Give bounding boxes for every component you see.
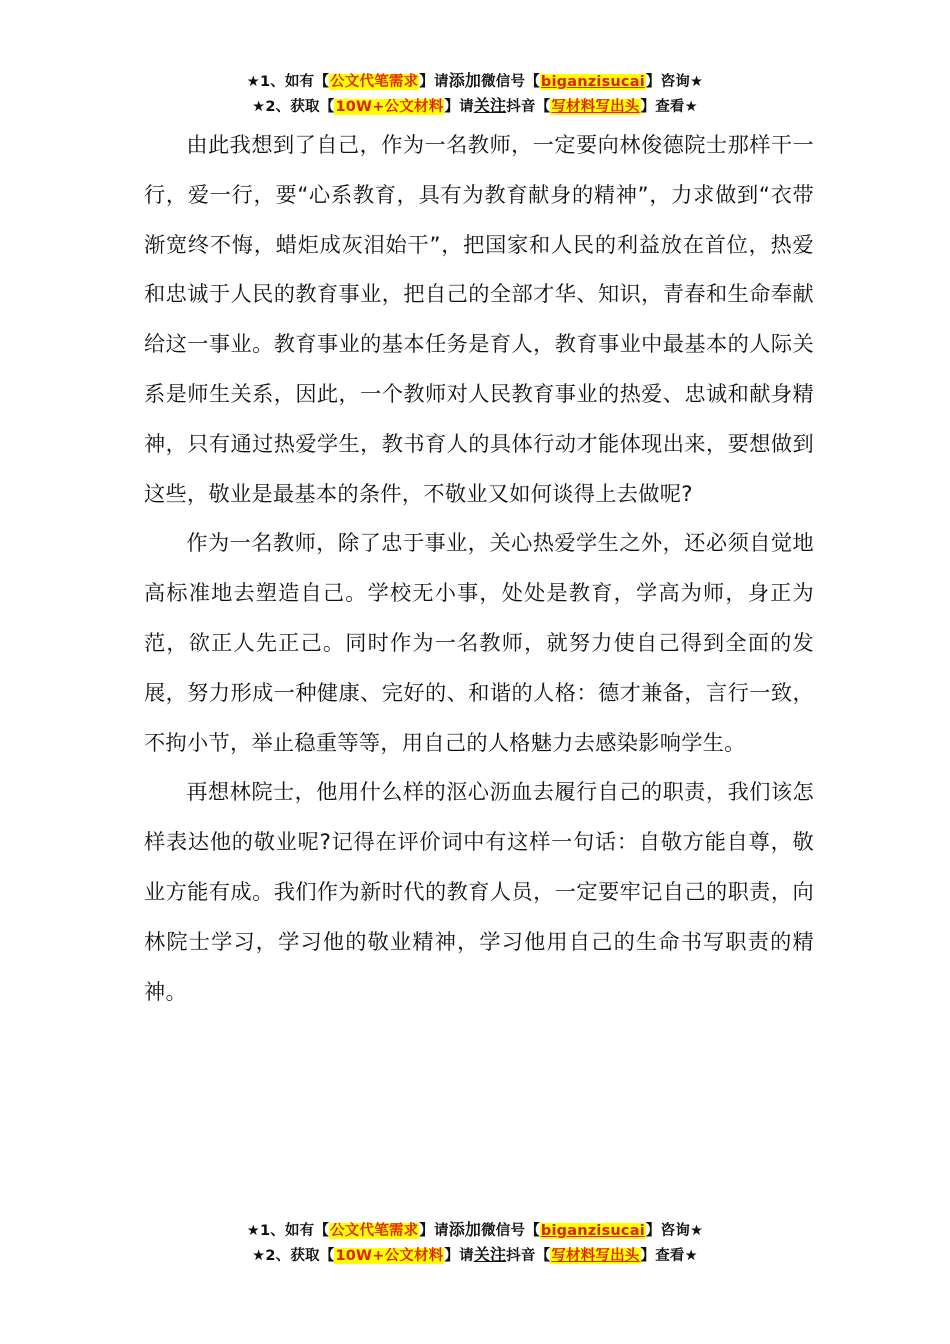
wechat-id-link[interactable]: biganzisucai bbox=[540, 74, 645, 90]
banner-text: 微信号【 bbox=[481, 74, 540, 90]
emphasis-add: 添加 bbox=[448, 71, 482, 90]
paragraph-1: 由此我想到了自己，作为一名教师，一定要向林俊德院士那样干一行，爱一行，要“心系教育，具有为教育献身的精神”，力求做到“衣带渐宽终不悔，蜡炬成灰泪始干”，把国家和人民的利益放在首位，热爱和忠诚于人民的教育事业，把自己的全部才华、知识，青春和生命奉献给这一事业。教育事业的基本任务是育人，教育事业中最基本的人际关系是师生关系，因此，一个教师对人民教育事业的热爱、忠诚和献身精神，只有通过热爱学生，教书育人的具体行动才能体现出来，要想做到这些，敬业是最基本的条件，不敬业又如何谈得上去做呢? bbox=[144, 132, 814, 506]
banner-text: 】请 bbox=[419, 1223, 449, 1239]
banner-text: ★2、获取【 bbox=[252, 99, 335, 115]
banner-text: 抖音【 bbox=[506, 99, 551, 115]
banner-text: 微信号【 bbox=[481, 1223, 540, 1239]
banner-line-2 bbox=[0, 1243, 950, 1268]
banner-text: 】查看★ bbox=[640, 99, 698, 115]
banner-text: 】查看★ bbox=[640, 1248, 698, 1264]
banner-text: 抖音【 bbox=[506, 1248, 551, 1264]
douyin-account-link[interactable]: 写材料写出头 bbox=[551, 99, 640, 115]
highlight-materials: 10W+公文材料 bbox=[335, 1248, 444, 1264]
document-body bbox=[144, 120, 814, 1016]
banner-text: ★1、如有【 bbox=[246, 1223, 330, 1239]
highlight-ghostwriting: 公文代笔需求 bbox=[330, 1223, 419, 1239]
highlight-ghostwriting: 公文代笔需求 bbox=[330, 74, 419, 90]
footer-banner bbox=[0, 1218, 950, 1268]
wechat-id-link[interactable]: biganzisucai bbox=[540, 1223, 645, 1239]
header-banner bbox=[0, 69, 950, 119]
banner-text: 】请 bbox=[444, 99, 474, 115]
paragraph-3: 再想林院士，他用什么样的沤心沥血去履行自己的职责，我们该怎样表达他的敬业呢?记得在评价词中有这样一句话：自敬方能自尊，敬业方能有成。我们作为新时代的教育人员，一定要牢记自己的职责，向林院士学习，学习他的敬业精神，学习他用自己的生命书写职责的精神。 bbox=[144, 779, 814, 1004]
banner-text: 】请 bbox=[444, 1248, 474, 1264]
emphasis-add: 添加 bbox=[448, 1220, 482, 1239]
banner-text: ★1、如有【 bbox=[246, 74, 330, 90]
banner-line-1 bbox=[0, 1218, 950, 1243]
banner-line-2 bbox=[0, 94, 950, 119]
banner-text: 】咨询★ bbox=[645, 74, 704, 90]
banner-line-1 bbox=[0, 69, 950, 94]
highlight-materials: 10W+公文材料 bbox=[335, 99, 444, 115]
paragraph-2: 作为一名教师，除了忠于事业，关心热爱学生之外，还必须自觉地高标准地去塑造自己。学校无小事，处处是教育，学高为师，身正为范，欲正人先正己。同时作为一名教师，就努力使自己得到全面的发展，努力形成一种健康、完好的、和谐的人格：德才兼备，言行一致，不拘小节，举止稳重等等，用自己的人格魅力去感染影响学生。 bbox=[144, 530, 814, 755]
emphasis-follow: 关注 bbox=[473, 96, 507, 115]
banner-text: ★2、获取【 bbox=[252, 1248, 335, 1264]
banner-text: 】咨询★ bbox=[645, 1223, 704, 1239]
banner-text: 】请 bbox=[419, 74, 449, 90]
emphasis-follow: 关注 bbox=[473, 1245, 507, 1264]
douyin-account-link[interactable]: 写材料写出头 bbox=[551, 1248, 640, 1264]
